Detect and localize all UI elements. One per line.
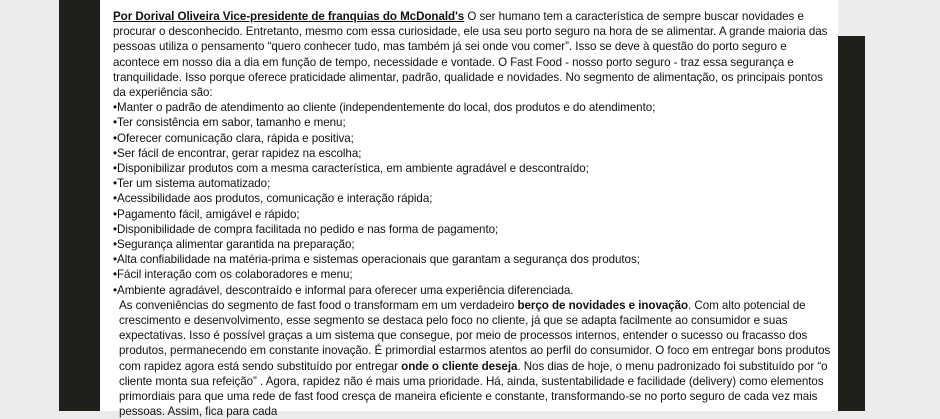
- closing-text-2: . Com alto potencial de crescimento e desenvolvimento, esse segmento se destaca pelo foco no cliente, já que se adapta facilmente ao consumidor e suas expectativas. Isso é possível graças a um sistema que consegue, por meio de processos internos, entender o sucesso ou fracasso dos produtos, permanecendo em constante inovação. É primordial estarmos atentos ao perfil do consumidor. O foco em entregar bons produtos com rapidez agora está sendo substituído por entregar: [119, 298, 831, 373]
- bullet-item: •Disponibilizar produtos com a mesma característica, em ambiente agradável e descontraído;: [113, 162, 589, 176]
- closing-paragraph: [113, 298, 831, 419]
- intro-paragraph: [113, 9, 831, 100]
- left-decorative-bar: [59, 0, 100, 411]
- bullet-item: •Manter o padrão de atendimento ao cliente (independentemente do local, dos produtos e do atendimento;: [113, 101, 656, 115]
- closing-text-3: . Nos dias de hoje, o menu padronizado foi substituído por “o cliente monta sua refeição” . Agora, rapidez não é mais uma prioridade. Há, ainda, sustentabilidade e facilidade (delivery) como elementos primordiais para que uma rede de fast food cresça de maneira eficiente e constante, transformando-se no porto seguro de cada vez mais pessoas. Assim, fica para cada: [119, 359, 828, 419]
- bullet-list: [113, 100, 831, 298]
- bullet-item: •Alta confiabilidade na matéria-prima e sistemas operacionais que garantam a segurança dos produtos;: [113, 253, 640, 267]
- bullet-item: •Disponibilidade de compra facilitada no pedido e nas forma de pagamento;: [113, 222, 499, 236]
- bullet-item: •Segurança alimentar garantida na preparação;: [113, 238, 355, 252]
- bullet-item: •Ter consistência em sabor, tamanho e menu;: [113, 116, 346, 130]
- bullet-item: •Acessibilidade aos produtos, comunicação e interação rápida;: [113, 192, 433, 206]
- closing-text-1: As conveniências do segmento de fast food o transformam em um verdadeiro: [119, 298, 518, 312]
- bullet-item: •Oferecer comunicação clara, rápida e positiva;: [113, 131, 354, 145]
- closing-bold-1: berço de novidades e inovação: [517, 298, 689, 312]
- bullet-item: •Pagamento fácil, amigável e rápido;: [113, 207, 300, 221]
- bullet-item: •Ambiente agradável, descontraído e informal para oferecer uma experiência diferenciada.: [113, 283, 574, 297]
- bullet-item: •Ser fácil de encontrar, gerar rapidez na escolha;: [113, 146, 362, 160]
- slide-content: [100, 0, 838, 419]
- article-text: [113, 9, 831, 419]
- closing-bold-2: onde o cliente deseja: [401, 359, 518, 373]
- bullet-item: •Fácil interação com os colaboradores e menu;: [113, 268, 353, 282]
- intro-text: O ser humano tem a característica de sempre buscar novidades e procurar o desconhecido. Entretanto, mesmo com essa curiosidade, ele usa seu porto seguro na hora de se alimentar. A grande maioria das pessoas utiliza o pensamento “quero conhecer tudo, mas também já sei onde vou comer”. Isso se deve à questão do porto seguro e acontece em nosso dia a dia em função de tempo, necessidade e vontade. O Fast Food - nosso porto seguro - traz essa segurança e tranquilidade. Isso porque oferece praticidade alimentar, padrão, qualidade e novidades. No segmento de alimentação, os principais pontos da experiência são:: [113, 10, 828, 100]
- bullet-item: •Ter um sistema automatizado;: [113, 177, 271, 191]
- right-decorative-bar: [838, 36, 865, 411]
- author-heading: Por Dorival Oliveira Vice-presidente de franquias do McDonald's: [113, 10, 465, 23]
